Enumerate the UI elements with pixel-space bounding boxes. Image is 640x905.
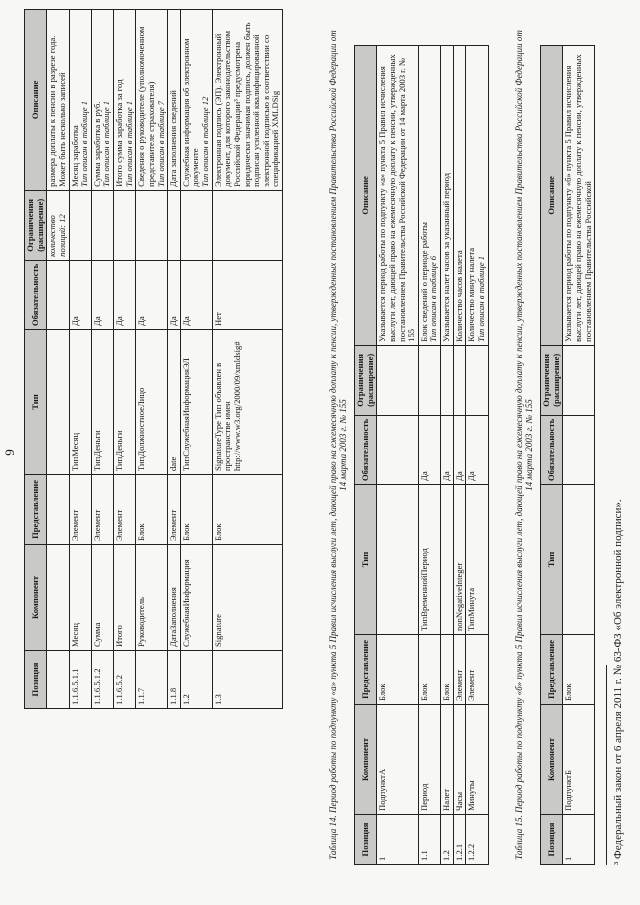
row-component: Часы <box>453 705 466 815</box>
row-component: ПодпунктБ <box>563 705 595 815</box>
row-required <box>47 260 69 329</box>
row-position: 1 <box>377 815 419 865</box>
row-type <box>377 485 419 635</box>
row-position: 1.1.7 <box>136 651 168 709</box>
row-type: ТипДеньги <box>91 330 113 475</box>
row-limits <box>453 345 466 415</box>
row-description: Блок сведений о периоде работы Тип описан в таблице 6 <box>418 46 440 346</box>
row-limits <box>212 190 282 260</box>
row-required: Да <box>136 260 168 329</box>
col-header: Тип <box>355 485 377 635</box>
row-representation: Блок <box>212 475 282 545</box>
col-header: Описание <box>25 10 47 191</box>
row-position: 1.1.6.5.1.1 <box>69 651 91 709</box>
row-representation: Блок <box>563 635 595 705</box>
row-position: 1.1 <box>418 815 440 865</box>
row-description: Количество минут налета Тип описан в таблице 1 <box>466 46 488 346</box>
row-position <box>47 651 69 709</box>
row-type <box>47 330 69 475</box>
row-limits <box>168 190 181 260</box>
row-position: 1.1.8 <box>168 651 181 709</box>
row-representation: Элемент <box>168 475 181 545</box>
table-header-row <box>541 46 563 865</box>
row-representation: Блок <box>136 475 168 545</box>
row-required: Да <box>466 415 488 484</box>
row-representation: Элемент <box>69 475 91 545</box>
row-type: ТипСлужебнаяИнформацияЭЛ <box>180 330 212 475</box>
col-header: Тип <box>25 330 47 475</box>
row-type: ТипМесяц <box>69 330 91 475</box>
table-row <box>212 10 282 709</box>
table-row <box>441 46 454 865</box>
row-description: Указывается налет часов за указанный период <box>441 46 454 346</box>
row-limits <box>466 345 488 415</box>
row-component: ПодпунктА <box>377 705 419 815</box>
row-required <box>563 415 595 484</box>
row-description: Количество часов налета <box>453 46 466 346</box>
table-row <box>418 46 440 865</box>
row-description-note: Тип описан в таблице 12 <box>200 96 210 187</box>
row-representation <box>47 475 69 545</box>
col-header: Ограничения (расширение) <box>25 190 47 260</box>
row-type: ТипМинута <box>466 485 488 635</box>
table-13-continuation <box>24 9 283 709</box>
table-row <box>377 46 419 865</box>
row-limits <box>563 345 595 415</box>
col-header: Представление <box>541 635 563 705</box>
table-row <box>180 10 212 709</box>
row-representation: Блок <box>441 635 454 705</box>
table-row <box>91 10 113 709</box>
row-component: Итого <box>114 545 136 651</box>
col-header: Представление <box>25 475 47 545</box>
row-limits <box>69 190 91 260</box>
table-header-row <box>355 46 377 865</box>
row-description: Указывается период работы по подпункту «б» пункта 5 Правил исчисления выслуги лет, дающей право на ежемесячную доплату к пенсии, утвержденных постановлением Правительства Российской <box>563 46 595 346</box>
row-type <box>441 485 454 635</box>
col-header: Описание <box>355 46 377 346</box>
row-representation: Элемент <box>114 475 136 545</box>
col-header: Тип <box>541 485 563 635</box>
row-representation: Элемент <box>91 475 113 545</box>
row-limits <box>91 190 113 260</box>
row-position: 1.1.6.5.2 <box>114 651 136 709</box>
col-header: Позиция <box>541 815 563 865</box>
row-required: Нет <box>212 260 282 329</box>
row-description: Итого сумма заработка за год Тип описан в таблице 1 <box>114 10 136 191</box>
row-required: Да <box>69 260 91 329</box>
col-header: Обязательность <box>25 260 47 329</box>
col-header: Компонент <box>355 705 377 815</box>
row-required: Да <box>453 415 466 484</box>
row-representation: Блок <box>180 475 212 545</box>
table-14 <box>354 45 489 865</box>
row-limits <box>136 190 168 260</box>
row-position: 1.2 <box>180 651 212 709</box>
row-description: Сведения о руководителе (уполномоченном представителе страхователя) Тип описан в таблице 7 <box>136 10 168 191</box>
row-representation: Блок <box>377 635 419 705</box>
row-component: СлужебнаяИнформация <box>180 545 212 651</box>
row-component: ДатаЗаполнения <box>168 545 181 651</box>
table-header-row <box>25 10 47 709</box>
row-required: Да <box>180 260 212 329</box>
row-required: Да <box>91 260 113 329</box>
row-description-note: Тип описан в таблице 1 <box>101 100 112 187</box>
table-row <box>563 46 595 865</box>
row-position: 1.3 <box>212 651 282 709</box>
row-component <box>47 545 69 651</box>
row-limits <box>114 190 136 260</box>
col-header: Представление <box>355 635 377 705</box>
row-type: date <box>168 330 181 475</box>
row-limits <box>180 190 212 260</box>
row-required: Да <box>168 260 181 329</box>
row-type: nonNegativeInteger <box>453 485 466 635</box>
col-header: Компонент <box>25 545 47 651</box>
table-row <box>453 46 466 865</box>
row-type: ТипДолжностноеЛицо <box>136 330 168 475</box>
col-header: Обязательность <box>355 415 377 484</box>
row-description-note: Тип описан в таблице 1 <box>475 255 486 342</box>
row-required: Да <box>418 415 440 484</box>
col-header: Обязательность <box>541 415 563 484</box>
table-row <box>47 10 69 709</box>
row-type <box>563 485 595 635</box>
row-description-note: Тип описан в таблице 1 <box>79 100 90 187</box>
col-header: Описание <box>541 46 563 346</box>
col-header: Позиция <box>25 651 47 709</box>
row-component: Руководитель <box>136 545 168 651</box>
col-header: Ограничения (расширение) <box>355 345 377 415</box>
row-description-note: Тип описан в таблице 6 <box>428 255 439 342</box>
row-limits <box>377 345 419 415</box>
row-description: Служебная информация об электронном документе Тип описан в таблице 12 <box>180 10 212 191</box>
row-position: 1.2.1 <box>453 815 466 865</box>
row-type: SignatureType Тип объявлен в пространстве имен http://www.w3.org/2000/09/xmldsig# <box>212 330 282 475</box>
row-representation: Блок <box>418 635 440 705</box>
table-14-caption: Таблица 14. Период работы по подпункту «а» пункта 5 Правил исчисления выслуги лет, дающей право на ежемесячную доплату к пенсии, утвержденных постановлением Правительства Российской Федерации от 14 марта 2003 г. № 155 <box>328 30 349 860</box>
row-description: Указывается период работы по подпункту «а» пункта 5 Правил исчисления выслуги лет, дающей право на ежемесячную доплату к пенсии, утвержденных постановлением Правительства Российской Федерации от 14 марта 2003 г. № 155 <box>377 46 419 346</box>
row-type: ТипДеньги <box>114 330 136 475</box>
row-representation: Элемент <box>453 635 466 705</box>
row-component: Период <box>418 705 440 815</box>
table-15 <box>540 45 595 865</box>
table-row <box>168 10 181 709</box>
row-required: Да <box>114 260 136 329</box>
row-type: ТипВременнойПериод <box>418 485 440 635</box>
row-description-note: Тип описан в таблице 1 <box>123 100 134 187</box>
col-header: Ограничения (расширение) <box>541 345 563 415</box>
table-row <box>136 10 168 709</box>
row-component: Месяц <box>69 545 91 651</box>
row-description-note: Тип описан в таблице 7 <box>155 100 166 187</box>
row-position: 1.2 <box>441 815 454 865</box>
row-description: Электронная подпись (ЭП). Электронный документ, для которого законодательством Российской Федерации³ предусмотрена юридически значимая подпись, должен быть подписан усиленной квалифицированной электронной подписью в соответствии со спецификацией XMLDSig <box>212 10 282 191</box>
row-description: Дата заполнения сведений <box>168 10 181 191</box>
page-number: 9 <box>2 449 17 456</box>
row-limits: количество позиций: 12 <box>47 190 69 260</box>
row-component: Налет <box>441 705 454 815</box>
row-position: 1.1.6.5.1.2 <box>91 651 113 709</box>
row-description: Месяц заработка Тип описан в таблице 1 <box>69 10 91 191</box>
row-position: 1.2.2 <box>466 815 488 865</box>
row-description: размера доплаты к пенсии в разрезе года. Может быть несколько записей <box>47 10 69 191</box>
footnote: ³ Федеральный закон от 6 апреля 2011 г. № 63-ФЗ «Об электронной подписи». <box>612 499 624 865</box>
row-required: Да <box>441 415 454 484</box>
row-required <box>377 415 419 484</box>
table-row <box>466 46 488 865</box>
col-header: Позиция <box>355 815 377 865</box>
table-15-caption: Таблица 15. Период работы по подпункту «б» пункта 5 Правил исчисления выслуги лет, дающей право на ежемесячную доплату к пенсии, утвержденных постановлением Правительства Российской Федерации от 14 марта 2003 г. № 155 <box>514 30 535 860</box>
row-component: Signature <box>212 545 282 651</box>
row-position: 1 <box>563 815 595 865</box>
row-representation: Элемент <box>466 635 488 705</box>
row-component: Минуты <box>466 705 488 815</box>
footnote-rule <box>606 665 607 865</box>
row-limits <box>418 345 440 415</box>
table-row <box>114 10 136 709</box>
row-description: Сумма заработка в руб. Тип описан в таблице 1 <box>91 10 113 191</box>
row-limits <box>441 345 454 415</box>
col-header: Компонент <box>541 705 563 815</box>
row-component: Сумма <box>91 545 113 651</box>
table-row <box>69 10 91 709</box>
